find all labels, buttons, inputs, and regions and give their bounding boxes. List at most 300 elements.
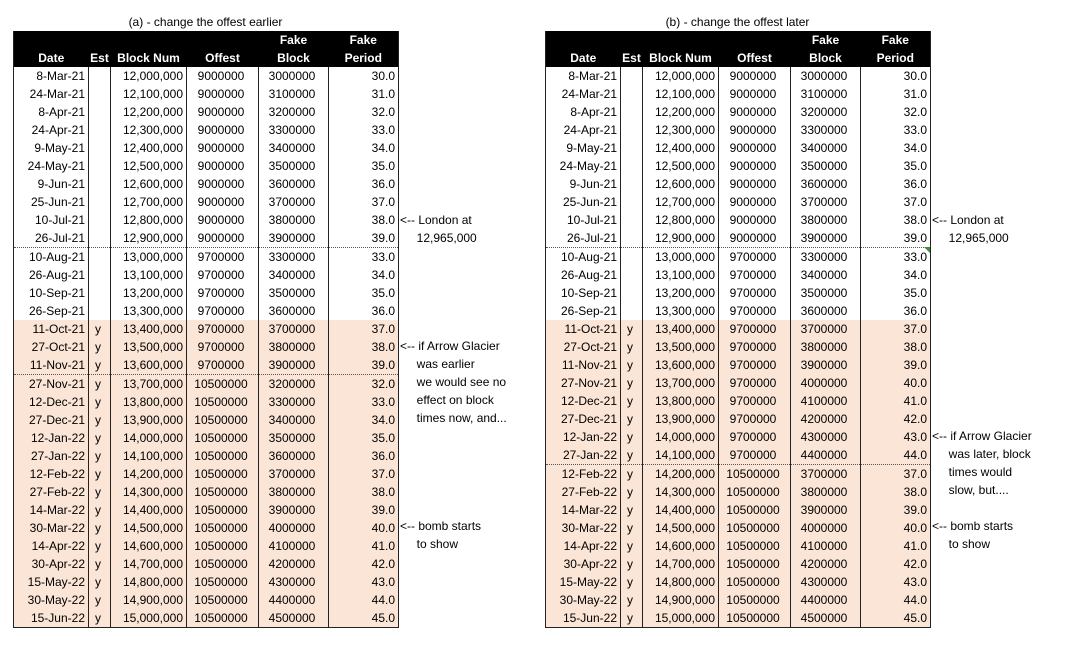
fake-block-cell: 3500000 bbox=[259, 284, 329, 302]
fake-period-cell: 43.0 bbox=[861, 573, 931, 591]
est-cell: y bbox=[89, 519, 111, 537]
table-row bbox=[546, 338, 931, 356]
date-cell: 27-Dec-21 bbox=[546, 410, 621, 428]
block-num-cell: 13,400,000 bbox=[111, 320, 187, 338]
fake-period-cell: 36.0 bbox=[903, 177, 927, 191]
table-row bbox=[546, 175, 931, 193]
table-row bbox=[14, 302, 399, 320]
fake-block-cell: 3100000 bbox=[259, 85, 329, 103]
table-row bbox=[546, 501, 931, 519]
block-num-cell: 15,000,000 bbox=[643, 609, 719, 628]
table-row bbox=[546, 103, 931, 121]
fake-period-cell: 39.0 bbox=[861, 229, 931, 248]
fake-period-cell: 31.0 bbox=[903, 87, 927, 101]
date-cell: 30-Apr-22 bbox=[546, 555, 621, 573]
fake-period-cell: 34.0 bbox=[903, 268, 927, 282]
est-cell bbox=[89, 85, 111, 103]
fake-block-cell: 3800000 bbox=[259, 338, 329, 356]
table-row bbox=[14, 393, 399, 411]
table-row bbox=[14, 411, 399, 429]
table-row bbox=[14, 103, 399, 121]
block-num-cell: 12,600,000 bbox=[643, 175, 719, 193]
fake-block-cell: 3900000 bbox=[259, 229, 329, 248]
header-offset: Offest bbox=[187, 49, 259, 67]
date-cell: 30-Mar-22 bbox=[14, 519, 89, 537]
date-cell: 27-Oct-21 bbox=[546, 338, 621, 356]
fake-period-cell: 38.0 bbox=[861, 338, 931, 356]
date-cell: 26-Sep-21 bbox=[546, 302, 621, 320]
table-row bbox=[546, 428, 931, 446]
est-cell bbox=[621, 266, 643, 284]
block-num-cell: 14,900,000 bbox=[643, 591, 719, 609]
fake-period-cell: 38.0 bbox=[861, 483, 931, 501]
est-cell bbox=[621, 302, 643, 320]
est-cell: y bbox=[89, 537, 111, 555]
table-row bbox=[14, 211, 399, 229]
block-num-cell: 12,200,000 bbox=[111, 103, 187, 121]
fake-period-cell: 41.0 bbox=[861, 537, 931, 555]
block-num-cell: 12,300,000 bbox=[643, 121, 719, 139]
date-cell: 27-Oct-21 bbox=[14, 338, 89, 356]
table-row bbox=[546, 320, 931, 338]
offset-cell: 9000000 bbox=[187, 229, 259, 248]
date-cell: 8-Mar-21 bbox=[546, 67, 621, 85]
fake-block-cell: 3700000 bbox=[791, 320, 861, 338]
est-cell: y bbox=[89, 483, 111, 501]
table-row bbox=[546, 85, 931, 103]
est-cell: y bbox=[89, 356, 111, 375]
offset-cell: 9000000 bbox=[719, 85, 791, 103]
date-cell: 11-Oct-21 bbox=[546, 320, 621, 338]
fake-block-cell: 3800000 bbox=[791, 211, 861, 229]
date-cell: 27-Nov-21 bbox=[546, 374, 621, 392]
fake-period-cell: 38.0 bbox=[329, 483, 399, 501]
offset-cell: 10500000 bbox=[187, 483, 259, 501]
est-cell: y bbox=[621, 555, 643, 573]
header-offset-top bbox=[187, 31, 259, 49]
est-cell bbox=[621, 211, 643, 229]
offset-cell: 9700000 bbox=[187, 320, 259, 338]
fake-block-cell: 3700000 bbox=[259, 465, 329, 483]
table-row bbox=[14, 338, 399, 356]
block-num-cell: 15,000,000 bbox=[111, 609, 187, 628]
fake-block-cell: 3400000 bbox=[259, 139, 329, 157]
table-row bbox=[546, 229, 931, 248]
est-cell bbox=[621, 229, 643, 248]
date-cell: 27-Jan-22 bbox=[546, 446, 621, 465]
fake-block-cell: 3900000 bbox=[259, 356, 329, 375]
est-cell: y bbox=[621, 356, 643, 374]
block-num-cell: 13,200,000 bbox=[643, 284, 719, 302]
header-date: Date bbox=[14, 49, 89, 67]
offset-cell: 10500000 bbox=[187, 447, 259, 465]
header-est: Est bbox=[90, 51, 109, 65]
est-cell: y bbox=[621, 483, 643, 501]
block-num-cell: 14,800,000 bbox=[643, 573, 719, 591]
table-row bbox=[546, 465, 931, 484]
fake-period-cell: 34.0 bbox=[903, 141, 927, 155]
block-num-cell: 14,300,000 bbox=[111, 483, 187, 501]
est-cell bbox=[621, 103, 643, 121]
offset-cell: 9000000 bbox=[187, 175, 259, 193]
date-cell: 24-Mar-21 bbox=[14, 85, 89, 103]
offset-cell: 9700000 bbox=[719, 284, 791, 302]
date-cell: 14-Apr-22 bbox=[14, 537, 89, 555]
date-cell: 10-Aug-21 bbox=[14, 248, 89, 267]
fake-period-cell: 31.0 bbox=[371, 87, 395, 101]
est-cell: y bbox=[89, 429, 111, 447]
est-cell bbox=[89, 139, 111, 157]
table-row bbox=[14, 555, 399, 573]
fake-period-cell: 32.0 bbox=[329, 375, 399, 394]
offset-cell: 9700000 bbox=[719, 392, 791, 410]
fake-block-cell: 3500000 bbox=[259, 157, 329, 175]
fake-block-cell: 4200000 bbox=[791, 410, 861, 428]
fake-period-cell: 33.0 bbox=[329, 393, 399, 411]
est-cell: y bbox=[89, 447, 111, 465]
block-num-cell: 14,000,000 bbox=[643, 428, 719, 446]
est-cell bbox=[89, 266, 111, 284]
fake-block-cell: 4000000 bbox=[791, 374, 861, 392]
offset-cell: 10500000 bbox=[187, 501, 259, 519]
header-fake-block-top: Fake bbox=[259, 31, 329, 49]
offset-cell: 9000000 bbox=[719, 139, 791, 157]
fake-block-cell: 3700000 bbox=[791, 465, 861, 484]
date-cell: 26-Jul-21 bbox=[14, 229, 89, 248]
est-cell bbox=[89, 193, 111, 211]
block-num-cell: 12,000,000 bbox=[111, 67, 187, 85]
block-num-cell: 12,400,000 bbox=[643, 139, 719, 157]
table-row bbox=[14, 139, 399, 157]
date-cell: 9-May-21 bbox=[14, 139, 89, 157]
est-cell: y bbox=[89, 555, 111, 573]
table-row bbox=[546, 121, 931, 139]
fake-period-cell: 43.0 bbox=[861, 428, 931, 446]
annotation-note: <-- if Arrow Glacier was earlier we would see no effect on block times now, and... bbox=[400, 339, 507, 425]
fake-block-cell: 3400000 bbox=[259, 411, 329, 429]
fake-block-cell: 4200000 bbox=[259, 555, 329, 573]
fake-block-cell: 3700000 bbox=[259, 193, 329, 211]
date-cell: 24-Apr-21 bbox=[546, 121, 621, 139]
fake-period-cell: 39.0 bbox=[329, 229, 399, 248]
fake-block-cell: 3300000 bbox=[791, 248, 861, 267]
table-row bbox=[14, 375, 399, 394]
fake-period-cell: 33.0 bbox=[903, 250, 927, 264]
fake-period-cell: 41.0 bbox=[861, 392, 931, 410]
offset-cell: 9000000 bbox=[719, 229, 791, 248]
annotation-note: <-- London at 12,965,000 bbox=[400, 213, 477, 245]
header-fake-period-top: Fake bbox=[329, 31, 399, 49]
date-cell: 24-May-21 bbox=[546, 157, 621, 175]
offset-cell: 10500000 bbox=[719, 519, 791, 537]
fake-block-cell: 3400000 bbox=[259, 266, 329, 284]
block-num-cell: 12,700,000 bbox=[111, 193, 187, 211]
fake-block-cell: 3700000 bbox=[791, 193, 861, 211]
block-num-cell: 13,000,000 bbox=[643, 248, 719, 267]
block-num-cell: 13,700,000 bbox=[111, 375, 187, 394]
table-row bbox=[14, 121, 399, 139]
table-row bbox=[546, 483, 931, 501]
block-num-cell: 14,200,000 bbox=[643, 465, 719, 484]
est-cell bbox=[89, 67, 111, 85]
est-cell bbox=[89, 229, 111, 248]
date-cell: 15-May-22 bbox=[14, 573, 89, 591]
est-cell bbox=[89, 284, 111, 302]
fake-period-cell: 32.0 bbox=[371, 105, 395, 119]
date-cell: 24-Apr-21 bbox=[14, 121, 89, 139]
fake-period-cell: 42.0 bbox=[329, 555, 399, 573]
est-cell: y bbox=[89, 501, 111, 519]
offset-cell: 9700000 bbox=[719, 374, 791, 392]
fake-block-cell: 3600000 bbox=[259, 175, 329, 193]
offset-cell: 10500000 bbox=[719, 465, 791, 484]
offset-cell: 9700000 bbox=[719, 266, 791, 284]
block-num-cell: 12,600,000 bbox=[111, 175, 187, 193]
fake-block-cell: 4500000 bbox=[791, 609, 861, 628]
est-cell bbox=[89, 121, 111, 139]
block-num-cell: 13,800,000 bbox=[643, 392, 719, 410]
table-row bbox=[14, 229, 399, 248]
header-fake-block: Block bbox=[791, 49, 861, 67]
est-cell bbox=[621, 193, 643, 211]
date-cell: 24-Mar-21 bbox=[546, 85, 621, 103]
offset-cell: 9000000 bbox=[719, 211, 791, 229]
block-num-cell: 14,400,000 bbox=[643, 501, 719, 519]
est-cell bbox=[621, 85, 643, 103]
block-num-cell: 12,700,000 bbox=[643, 193, 719, 211]
est-cell bbox=[89, 211, 111, 229]
date-cell: 15-Jun-22 bbox=[14, 609, 89, 628]
est-cell: y bbox=[621, 465, 643, 484]
fake-block-cell: 4400000 bbox=[259, 591, 329, 609]
header-offset: Offest bbox=[719, 49, 791, 67]
fake-block-cell: 4500000 bbox=[259, 609, 329, 628]
block-num-cell: 13,500,000 bbox=[111, 338, 187, 356]
block-num-cell: 14,200,000 bbox=[111, 465, 187, 483]
offset-cell: 10500000 bbox=[719, 609, 791, 628]
fake-block-cell: 3200000 bbox=[791, 103, 861, 121]
fake-period-cell: 40.0 bbox=[861, 519, 931, 537]
table-body bbox=[546, 67, 931, 628]
fake-block-cell: 4400000 bbox=[791, 591, 861, 609]
table-row bbox=[546, 519, 931, 537]
est-cell: y bbox=[89, 375, 111, 394]
offset-cell: 9700000 bbox=[719, 356, 791, 374]
fake-period-cell: 37.0 bbox=[329, 320, 399, 338]
est-cell: y bbox=[89, 573, 111, 591]
block-num-cell: 14,000,000 bbox=[111, 429, 187, 447]
date-cell: 30-Apr-22 bbox=[14, 555, 89, 573]
date-cell: 27-Feb-22 bbox=[14, 483, 89, 501]
fake-period-cell: 30.0 bbox=[903, 69, 927, 83]
table-row bbox=[546, 284, 931, 302]
fake-period-cell: 44.0 bbox=[329, 591, 399, 609]
table-row bbox=[546, 248, 931, 267]
fake-period-cell: 40.0 bbox=[861, 374, 931, 392]
table-row bbox=[14, 573, 399, 591]
fake-period-cell: 33.0 bbox=[371, 250, 395, 264]
offset-cell: 10500000 bbox=[187, 609, 259, 628]
header-fake-period-top: Fake bbox=[861, 31, 931, 49]
table-row bbox=[14, 519, 399, 537]
fake-period-cell: 35.0 bbox=[371, 159, 395, 173]
offset-cell: 9700000 bbox=[187, 302, 259, 320]
date-cell: 14-Apr-22 bbox=[546, 537, 621, 555]
table-row bbox=[546, 302, 931, 320]
date-cell: 8-Mar-21 bbox=[14, 67, 89, 85]
offset-cell: 10500000 bbox=[187, 393, 259, 411]
fake-period-cell: 36.0 bbox=[903, 304, 927, 318]
table-row bbox=[14, 447, 399, 465]
fake-block-cell: 4100000 bbox=[791, 392, 861, 410]
fake-block-cell: 3400000 bbox=[791, 139, 861, 157]
offset-cell: 9000000 bbox=[187, 157, 259, 175]
block-num-cell: 12,500,000 bbox=[111, 157, 187, 175]
fake-block-cell: 4100000 bbox=[259, 537, 329, 555]
fake-period-cell: 33.0 bbox=[903, 123, 927, 137]
date-cell: 30-Mar-22 bbox=[546, 519, 621, 537]
block-num-cell: 14,100,000 bbox=[643, 446, 719, 465]
est-cell: y bbox=[89, 338, 111, 356]
header-date-top bbox=[14, 31, 89, 49]
block-num-cell: 14,500,000 bbox=[643, 519, 719, 537]
est-cell: y bbox=[89, 411, 111, 429]
date-cell: 8-Apr-21 bbox=[14, 103, 89, 121]
table-row bbox=[546, 392, 931, 410]
fake-block-cell: 4300000 bbox=[791, 428, 861, 446]
date-cell: 27-Jan-22 bbox=[14, 447, 89, 465]
offset-cell: 9700000 bbox=[187, 338, 259, 356]
date-cell: 10-Jul-21 bbox=[546, 211, 621, 229]
header-block-num: Block Num bbox=[643, 49, 719, 67]
fake-period-cell: 39.0 bbox=[861, 356, 931, 374]
offset-cell: 9000000 bbox=[719, 157, 791, 175]
block-num-cell: 12,500,000 bbox=[643, 157, 719, 175]
fake-block-cell: 3300000 bbox=[259, 248, 329, 267]
table-row bbox=[14, 465, 399, 483]
fake-period-cell: 30.0 bbox=[371, 69, 395, 83]
offset-cell: 9700000 bbox=[719, 410, 791, 428]
fake-block-cell: 3600000 bbox=[259, 447, 329, 465]
est-cell: y bbox=[621, 573, 643, 591]
est-cell: y bbox=[621, 374, 643, 392]
fake-period-cell: 36.0 bbox=[371, 304, 395, 318]
date-cell: 15-May-22 bbox=[546, 573, 621, 591]
offset-cell: 10500000 bbox=[187, 411, 259, 429]
offset-cell: 10500000 bbox=[187, 555, 259, 573]
date-cell: 11-Nov-21 bbox=[14, 356, 89, 375]
block-num-cell: 12,200,000 bbox=[643, 103, 719, 121]
est-cell: y bbox=[621, 537, 643, 555]
header-est: Est bbox=[622, 51, 641, 65]
fake-period-cell: 42.0 bbox=[861, 555, 931, 573]
block-num-cell: 14,800,000 bbox=[111, 573, 187, 591]
date-cell: 12-Jan-22 bbox=[546, 428, 621, 446]
table-row bbox=[14, 175, 399, 193]
table-row bbox=[14, 356, 399, 375]
block-num-cell: 14,700,000 bbox=[111, 555, 187, 573]
offset-cell: 9000000 bbox=[187, 211, 259, 229]
block-num-cell: 13,100,000 bbox=[643, 266, 719, 284]
date-cell: 8-Apr-21 bbox=[546, 103, 621, 121]
fake-block-cell: 3900000 bbox=[259, 501, 329, 519]
offset-cell: 9000000 bbox=[719, 121, 791, 139]
est-cell bbox=[89, 103, 111, 121]
est-cell bbox=[89, 157, 111, 175]
offset-cell: 10500000 bbox=[719, 483, 791, 501]
block-num-cell: 14,900,000 bbox=[111, 591, 187, 609]
fake-block-cell: 3800000 bbox=[259, 483, 329, 501]
est-cell: y bbox=[621, 428, 643, 446]
block-num-cell: 13,900,000 bbox=[643, 410, 719, 428]
table-row bbox=[546, 537, 931, 555]
panel-b-title: (b) - change the offest later bbox=[665, 15, 810, 29]
block-num-cell: 12,300,000 bbox=[111, 121, 187, 139]
fake-period-cell: 40.0 bbox=[329, 519, 399, 537]
fake-block-cell: 3600000 bbox=[791, 302, 861, 320]
annotation-note: <-- bomb starts to show bbox=[932, 519, 1014, 551]
header-block-num-top bbox=[643, 31, 719, 49]
est-cell: y bbox=[621, 320, 643, 338]
date-cell: 10-Sep-21 bbox=[14, 284, 89, 302]
offset-cell: 9700000 bbox=[187, 356, 259, 375]
block-num-cell: 13,600,000 bbox=[643, 356, 719, 374]
date-cell: 26-Aug-21 bbox=[546, 266, 621, 284]
date-cell: 30-May-22 bbox=[14, 591, 89, 609]
est-cell bbox=[621, 248, 643, 267]
fake-period-cell: 36.0 bbox=[371, 177, 395, 191]
offset-cell: 9700000 bbox=[719, 446, 791, 465]
fake-period-cell: 34.0 bbox=[329, 411, 399, 429]
est-cell: y bbox=[89, 465, 111, 483]
fake-block-cell: 4400000 bbox=[791, 446, 861, 465]
table-row bbox=[14, 591, 399, 609]
est-cell: y bbox=[621, 591, 643, 609]
block-num-cell: 13,200,000 bbox=[111, 284, 187, 302]
fake-period-cell: 39.0 bbox=[329, 356, 399, 375]
header-fake-block-top: Fake bbox=[791, 31, 861, 49]
est-cell: y bbox=[621, 501, 643, 519]
fake-block-cell: 3500000 bbox=[259, 429, 329, 447]
table-row bbox=[546, 211, 931, 229]
header-est-top bbox=[89, 31, 111, 49]
offset-cell: 10500000 bbox=[187, 573, 259, 591]
est-cell bbox=[621, 121, 643, 139]
fake-block-cell: 3400000 bbox=[791, 266, 861, 284]
fake-block-cell: 3300000 bbox=[259, 121, 329, 139]
date-cell: 25-Jun-21 bbox=[546, 193, 621, 211]
block-num-cell: 12,800,000 bbox=[111, 211, 187, 229]
table-row bbox=[14, 266, 399, 284]
est-cell bbox=[89, 175, 111, 193]
fake-block-cell: 3500000 bbox=[791, 157, 861, 175]
block-num-cell: 12,800,000 bbox=[643, 211, 719, 229]
date-cell: 12-Feb-22 bbox=[546, 465, 621, 484]
date-cell: 14-Mar-22 bbox=[14, 501, 89, 519]
table-row bbox=[546, 591, 931, 609]
est-cell bbox=[89, 248, 111, 267]
est-cell: y bbox=[621, 410, 643, 428]
block-num-cell: 12,000,000 bbox=[643, 67, 719, 85]
table-row bbox=[546, 193, 931, 211]
est-cell: y bbox=[621, 519, 643, 537]
block-num-cell: 13,100,000 bbox=[111, 266, 187, 284]
est-cell: y bbox=[89, 320, 111, 338]
fake-period-cell: 37.0 bbox=[329, 465, 399, 483]
offset-cell: 9000000 bbox=[719, 193, 791, 211]
date-cell: 10-Sep-21 bbox=[546, 284, 621, 302]
panel-b-table bbox=[545, 31, 931, 628]
